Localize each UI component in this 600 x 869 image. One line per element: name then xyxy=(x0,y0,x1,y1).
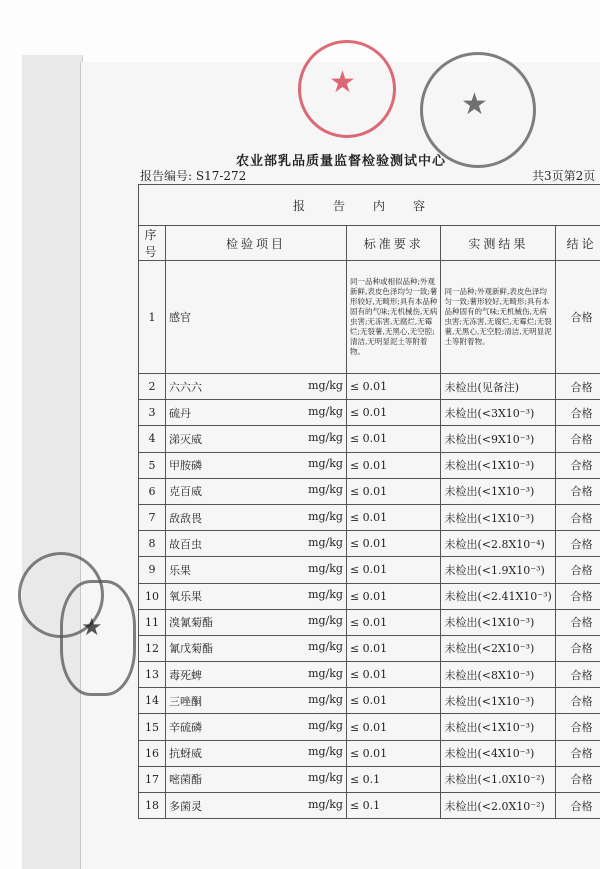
item-cell xyxy=(165,557,346,583)
item-name: 辛硫磷 xyxy=(168,721,202,735)
conclusion-cell: 合格 xyxy=(556,793,600,819)
table-row xyxy=(139,452,600,478)
col-no: 序号 xyxy=(139,226,166,261)
item-cell xyxy=(165,740,346,766)
item-name: 甲胺磷 xyxy=(168,459,202,473)
result-cell: 未检出(<1.0X10⁻²) xyxy=(441,766,556,792)
row-number: 8 xyxy=(139,531,166,557)
standard-cell: ≤ 0.01 xyxy=(346,583,441,609)
standard-cell: ≤ 0.01 xyxy=(346,374,441,400)
item-unit: mg/kg xyxy=(308,666,343,680)
item-unit: mg/kg xyxy=(308,692,343,706)
item-name: 多菌灵 xyxy=(168,799,202,813)
col-result: 实测结果 xyxy=(441,226,556,261)
item-cell xyxy=(165,714,346,740)
conclusion-cell: 合格 xyxy=(556,583,600,609)
result-cell: 同一品种;外观新鲜,表皮色泽均匀一致;薯形较好,无畸形;具有本品种固有的气味;无机械伤,无病虫害;无冻害,无腐烂,无霉烂;无裂薯,无黑心,无空腔;清洁,无明显泥土等附着物。 xyxy=(441,261,556,374)
item-unit: mg/kg xyxy=(308,430,343,444)
conclusion-cell: 合格 xyxy=(556,374,600,400)
item-cell xyxy=(165,400,346,426)
item-cell xyxy=(165,688,346,714)
item-name: 克百威 xyxy=(168,485,202,499)
item-name: 六六六 xyxy=(168,380,202,394)
col-conclusion: 结论 xyxy=(556,226,600,261)
table-row xyxy=(139,766,600,792)
item-name: 氰戊菊酯 xyxy=(168,642,213,656)
row-number: 17 xyxy=(139,766,166,792)
result-cell: 未检出(<1X10⁻³) xyxy=(441,452,556,478)
result-cell: 未检出(<1X10⁻³) xyxy=(441,504,556,530)
standard-cell: ≤ 0.1 xyxy=(346,793,441,819)
result-cell: 未检出(见备注) xyxy=(441,374,556,400)
standard-cell: ≤ 0.01 xyxy=(346,400,441,426)
row-number: 7 xyxy=(139,504,166,530)
red-seal xyxy=(298,40,396,138)
item-name: 乐果 xyxy=(168,563,191,577)
row-number: 4 xyxy=(139,426,166,452)
left-seal-2 xyxy=(60,580,136,696)
standard-cell: ≤ 0.1 xyxy=(346,766,441,792)
item-cell xyxy=(165,426,346,452)
item-cell xyxy=(165,583,346,609)
item-name: 感官 xyxy=(168,311,191,324)
item-name: 嘧菌酯 xyxy=(168,773,202,787)
row-number: 2 xyxy=(139,374,166,400)
col-item: 检验项目 xyxy=(165,226,346,261)
conclusion-cell: 合格 xyxy=(556,688,600,714)
result-cell: 未检出(<1X10⁻³) xyxy=(441,688,556,714)
table-row xyxy=(139,609,600,635)
conclusion-cell: 合格 xyxy=(556,635,600,661)
table-row xyxy=(139,662,600,688)
star-icon: ★ xyxy=(81,613,103,641)
row-number: 5 xyxy=(139,452,166,478)
table-row xyxy=(139,426,600,452)
item-name: 硫丹 xyxy=(168,406,191,420)
table-row xyxy=(139,531,600,557)
item-name: 涕灭威 xyxy=(168,432,202,446)
item-cell xyxy=(165,374,346,400)
conclusion-cell: 合格 xyxy=(556,609,600,635)
item-unit: mg/kg xyxy=(308,535,343,549)
conclusion-cell: 合格 xyxy=(556,261,600,374)
item-name: 抗蚜威 xyxy=(168,747,202,761)
conclusion-cell: 合格 xyxy=(556,714,600,740)
standard-cell: ≤ 0.01 xyxy=(346,714,441,740)
standard-cell: ≤ 0.01 xyxy=(346,662,441,688)
item-unit: mg/kg xyxy=(308,561,343,575)
item-cell xyxy=(165,531,346,557)
item-cell xyxy=(165,793,346,819)
item-name: 溴氰菊酯 xyxy=(168,616,213,630)
item-cell xyxy=(165,452,346,478)
table-row xyxy=(139,688,600,714)
standard-cell: ≤ 0.01 xyxy=(346,740,441,766)
star-icon: ★ xyxy=(329,65,356,100)
standard-cell: ≤ 0.01 xyxy=(346,688,441,714)
row-number: 15 xyxy=(139,714,166,740)
item-unit: mg/kg xyxy=(308,588,343,602)
table-row xyxy=(139,557,600,583)
table-row xyxy=(139,635,600,661)
report-number: 报告编号: S17-272 xyxy=(140,169,247,183)
item-unit: mg/kg xyxy=(308,614,343,628)
item-unit: mg/kg xyxy=(308,719,343,733)
result-cell: 未检出(<1X10⁻³) xyxy=(441,609,556,635)
standard-cell: ≤ 0.01 xyxy=(346,531,441,557)
standard-cell: 同一品种或相似品种;外观新鲜,表皮色泽均匀一致;薯形较好,无畸形;具有本品种固有的气味;无机械伤,无病虫害;无冻害,无腐烂,无霉烂;无裂薯,无黑心,无空腔;清洁,无明显泥土等附着物。 xyxy=(346,261,441,374)
item-unit: mg/kg xyxy=(308,509,343,523)
item-unit: mg/kg xyxy=(308,771,343,785)
standard-cell: ≤ 0.01 xyxy=(346,609,441,635)
result-cell: 未检出(<2X10⁻³) xyxy=(441,635,556,661)
item-cell xyxy=(165,766,346,792)
standard-cell: ≤ 0.01 xyxy=(346,426,441,452)
row-number: 11 xyxy=(139,609,166,635)
conclusion-cell: 合格 xyxy=(556,426,600,452)
row-number: 6 xyxy=(139,478,166,504)
row-number: 13 xyxy=(139,662,166,688)
row-number: 10 xyxy=(139,583,166,609)
item-unit: mg/kg xyxy=(308,797,343,811)
row-number: 12 xyxy=(139,635,166,661)
result-cell: 未检出(<2.41X10⁻³) xyxy=(441,583,556,609)
conclusion-cell: 合格 xyxy=(556,478,600,504)
row-number: 3 xyxy=(139,400,166,426)
item-unit: mg/kg xyxy=(308,457,343,471)
item-unit: mg/kg xyxy=(308,483,343,497)
item-unit: mg/kg xyxy=(308,745,343,759)
table-row xyxy=(139,583,600,609)
document-title: 农业部乳品质量监督检验测试中心 xyxy=(236,154,447,169)
star-icon: ★ xyxy=(461,87,488,122)
result-cell: 未检出(<9X10⁻³) xyxy=(441,426,556,452)
row-number: 14 xyxy=(139,688,166,714)
standard-cell: ≤ 0.01 xyxy=(346,635,441,661)
result-cell: 未检出(<4X10⁻³) xyxy=(441,740,556,766)
table-row xyxy=(139,740,600,766)
section-header: 报告内容 xyxy=(139,185,600,226)
conclusion-cell: 合格 xyxy=(556,504,600,530)
page-number: 共3页第2页 xyxy=(532,169,596,183)
standard-cell: ≤ 0.01 xyxy=(346,504,441,530)
col-standard: 标准要求 xyxy=(346,226,441,261)
conclusion-cell: 合格 xyxy=(556,766,600,792)
table-row xyxy=(139,261,600,374)
result-cell: 未检出(<1X10⁻³) xyxy=(441,478,556,504)
standard-cell: ≤ 0.01 xyxy=(346,452,441,478)
result-cell: 未检出(<3X10⁻³) xyxy=(441,400,556,426)
standard-cell: ≤ 0.01 xyxy=(346,557,441,583)
item-name: 三唑酮 xyxy=(168,694,202,708)
item-cell xyxy=(165,504,346,530)
item-name: 故百虫 xyxy=(168,537,202,551)
standard-cell: ≤ 0.01 xyxy=(346,478,441,504)
item-name: 敌敌畏 xyxy=(168,511,202,525)
result-cell: 未检出(<2.0X10⁻²) xyxy=(441,793,556,819)
item-unit: mg/kg xyxy=(308,640,343,654)
result-cell: 未检出(<8X10⁻³) xyxy=(441,662,556,688)
result-cell: 未检出(<1X10⁻³) xyxy=(441,714,556,740)
conclusion-cell: 合格 xyxy=(556,400,600,426)
item-cell xyxy=(165,609,346,635)
row-number: 9 xyxy=(139,557,166,583)
item-cell xyxy=(165,261,346,374)
item-unit: mg/kg xyxy=(308,404,343,418)
table-row xyxy=(139,793,600,819)
conclusion-cell: 合格 xyxy=(556,531,600,557)
conclusion-cell: 合格 xyxy=(556,557,600,583)
conclusion-cell: 合格 xyxy=(556,740,600,766)
result-cell: 未检出(<1.9X10⁻³) xyxy=(441,557,556,583)
item-cell xyxy=(165,478,346,504)
table-row xyxy=(139,374,600,400)
row-number: 16 xyxy=(139,740,166,766)
report-table xyxy=(138,184,600,819)
item-unit: mg/kg xyxy=(308,378,343,392)
underlying-page-edge xyxy=(22,55,83,869)
conclusion-cell: 合格 xyxy=(556,452,600,478)
result-cell: 未检出(<2.8X10⁻⁴) xyxy=(441,531,556,557)
row-number: 18 xyxy=(139,793,166,819)
table-row xyxy=(139,714,600,740)
item-cell xyxy=(165,635,346,661)
item-name: 氧乐果 xyxy=(168,590,202,604)
table-row xyxy=(139,400,600,426)
row-number: 1 xyxy=(139,261,166,374)
item-cell xyxy=(165,662,346,688)
table-row xyxy=(139,504,600,530)
table-row xyxy=(139,478,600,504)
item-name: 毒死蜱 xyxy=(168,668,202,682)
conclusion-cell: 合格 xyxy=(556,662,600,688)
